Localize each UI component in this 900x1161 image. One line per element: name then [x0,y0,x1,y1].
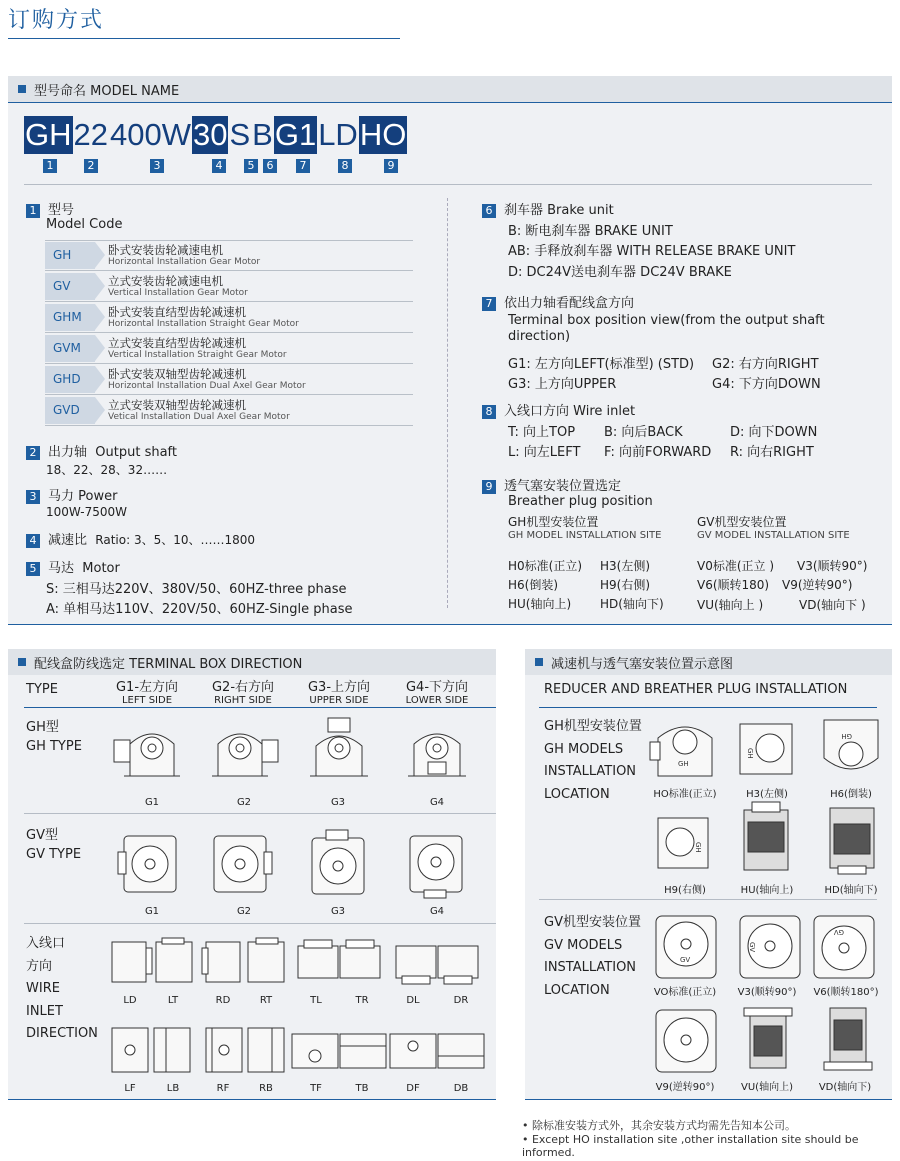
svg-text:GV: GV [680,956,691,964]
svg-text:GH: GH [746,748,754,759]
column-divider [447,198,448,608]
col-g2: G2-右方向 RIGHT SIDE [211,680,275,706]
model-code-row: GVM 立式安装直结型齿轮减速机 Vertical Installation Straight Gear Motor [45,334,413,364]
sec9-title: 9 透气塞安装位置选定 [482,475,621,494]
gh-type-en: GH TYPE [26,739,82,754]
sec9-gv-cn: GV机型安装位置 [697,515,787,529]
gh-cap: G3 [330,797,346,808]
wire-inlet-option: F: 向前FORWARD [604,445,712,460]
note-cn: • 除标准安装方式外，其余安装方式均需先告知本公司。 [522,1119,796,1132]
gv-vd-diagram [820,1002,876,1076]
sec9-gh-en: GH MODEL INSTALLATION SITE [508,530,662,541]
wire-inlet-row2-diagrams [108,1024,488,1076]
sec5-title: 5 马达 Motor [26,557,120,576]
gh-ho-diagram [650,716,720,780]
code-seg-1: GH [25,117,72,152]
gv-breather-cap: V6(顺转180°) [813,987,879,998]
gv-breather-cap: V9(逆转90°) [655,1082,715,1093]
sec1-title-en: Model Code [46,217,123,232]
gh-breather-cap: HD(轴向下) [824,885,878,896]
wire-cap: LD [123,995,137,1006]
breather-option: V3(顺转90°) [797,559,868,573]
gv-g4-diagram [404,832,470,902]
wire-inlet-option: R: 向右RIGHT [730,445,814,460]
header-rule [8,102,892,103]
gh-h9-diagram [652,808,718,876]
wire-inlet-option: T: 向上TOP [508,425,576,440]
breather-option: HU(轴向上) [508,597,572,611]
sec7-g3: G3: 上方向UPPER [508,377,617,392]
breather-option: V9(逆转90°) [782,578,853,592]
col-g1: G1-左方向 LEFT SIDE [115,680,179,706]
index-7: 7 [296,159,310,173]
gv-cap: G2 [236,906,252,917]
breather-option: VD(轴向下 ) [799,598,866,612]
gh-g4-diagram [404,720,476,788]
gh-breather-cap: H9(右侧) [664,885,706,896]
gv-breather-cap: VO标准(正立) [653,987,717,998]
code-seg-3: 400W [109,117,191,152]
code-seg-4: 30 [192,117,228,152]
sec9-gh-cn: GH机型安装位置 [508,515,599,529]
model-name-header: 型号命名 MODEL NAME [8,76,892,102]
sec2-title: 2 出力轴 Output shaft [26,441,177,460]
sec6-title: 6 刹车器 Brake unit [482,199,614,218]
note-en: • Except HO installation site ,other installation site should be informed. [522,1133,859,1159]
gv-g1-diagram [116,832,182,898]
sec5-line2: A: 单相马达110V、220V/50、60HZ-Single phase [46,602,353,617]
gh-models-label: GH机型安装位置 GH MODELS INSTALLATION LOCATION [544,719,642,802]
gh-breather-cap: HO标准(正立) [653,789,717,800]
code-seg-5: S [229,117,251,152]
page-title: 订购方式 [8,8,105,33]
wire-inlet-label: 入线口 方向 WIRE INLET DIRECTION [26,936,98,1041]
sec7-g4: G4: 下方向DOWN [712,377,821,392]
terminal-header: 配线盒防线选定 TERMINAL BOX DIRECTION [8,649,496,675]
wire-cap: RF [216,1083,230,1094]
wire-cap: TB [355,1083,369,1094]
wire-cap: DR [453,995,469,1006]
wire-inlet-row1-diagrams [108,938,488,986]
model-code-row: GH 卧式安装齿轮减速电机 Horizontal Installation Gear Motor [45,241,413,271]
sec6-line: D: DC24V送电刹车器 DC24V BRAKE [508,265,732,280]
gh-hd-diagram [824,802,880,876]
gh-breather-cap: H6(倒装) [830,789,872,800]
sec3-title: 3 马力 Power [26,485,117,504]
sec8-title: 8 入线口方向 Wire inlet [482,400,635,419]
code-seg-8: LD [318,117,358,152]
breather-subtitle: REDUCER AND BREATHER PLUG INSTALLATION [544,682,848,697]
gv-vo-diagram [652,910,720,982]
gv-type-en: GV TYPE [26,847,82,862]
type-label: TYPE [26,682,58,697]
breather-option: HD(轴向下) [600,597,664,611]
wire-inlet-option: B: 向后BACK [604,425,683,440]
wire-cap: RT [259,995,273,1006]
breather-option: H9(右侧) [600,578,651,592]
wire-cap: LF [124,1083,136,1094]
svg-text:GH: GH [678,760,689,768]
sec6-line: AB: 手释放刹车器 WITH RELEASE BRAKE UNIT [508,244,796,259]
gv-breather-cap: VU(轴向上) [741,1082,793,1093]
gh-breather-cap: HU(轴向上) [740,885,794,896]
wire-cap: DL [406,995,420,1006]
col-g4: G4-下方向 LOWER SIDE [405,680,469,706]
gh-hu-diagram [738,802,794,876]
model-code-row: GV 立式安装齿轮减速电机 Vertical Installation Gear Motor [45,272,413,302]
wire-cap: TL [310,995,322,1006]
gh-h6-diagram [818,714,884,780]
index-1: 1 [43,159,57,173]
sec9-gv-en: GV MODEL INSTALLATION SITE [697,530,850,541]
wire-inlet-option: D: 向下DOWN [730,425,818,440]
gv-v3-diagram [736,910,802,982]
divider [24,184,872,185]
gh-g2-diagram [208,720,280,784]
model-code-row: GHM 卧式安装直结型齿轮减速机 Horizontal Installation Straight Gear Motor [45,303,413,333]
gv-v9-diagram [652,1004,720,1076]
sec4-title: 4 减速比 Ratio: 3、5、10、……1800 [26,529,255,548]
wire-cap: RD [215,995,231,1006]
gh-g3-diagram [304,716,376,784]
wire-cap: TR [355,995,369,1006]
index-3: 3 [150,159,164,173]
code-seg-9: HO [359,117,407,152]
col-g3: G3-上方向 UPPER SIDE [307,680,371,706]
gh-g1-diagram [112,720,184,784]
gv-cap: G3 [330,906,346,917]
sec5-line1: S: 三相马达220V、380V/50、60HZ-three phase [46,582,347,597]
wire-cap: TF [310,1083,322,1094]
index-6: 6 [263,159,277,173]
svg-text:GH: GH [841,732,852,740]
model-code-row: GVD 立式安装双轴型齿轮减速机 Vetical Installation Dual Axel Gear Motor [45,396,413,426]
gh-cap: G1 [144,797,160,808]
gv-v6-diagram [810,910,876,982]
breather-header: 减速机与透气塞安装位置示意图 [525,649,892,675]
wire-cap: LT [167,995,179,1006]
sec7-desc: Terminal box position view(from the output shaft direction) [508,313,825,344]
gv-g3-diagram [306,828,372,898]
breather-option: V6(顺转180) [697,578,770,592]
gv-models-label: GV机型安装位置 GV MODELS INSTALLATION LOCATION [544,915,641,998]
index-2: 2 [84,159,98,173]
gv-breather-cap: VD(轴向下) [818,1082,872,1093]
code-seg-7: G1 [274,117,317,152]
gv-type-cn: GV型 [26,828,58,843]
index-5: 5 [244,159,258,173]
gh-cap: G4 [429,797,445,808]
gv-cap: G1 [144,906,160,917]
gh-h3-diagram [736,714,798,780]
gh-cap: G2 [236,797,252,808]
wire-cap: DF [406,1083,420,1094]
sec1-title: 1 型号 [26,199,74,218]
svg-text:GH: GH [694,842,702,853]
breather-option: V0标准(正立 ) [697,559,775,573]
wire-cap: DB [453,1083,469,1094]
svg-text:GV: GV [748,942,756,953]
index-4: 4 [212,159,226,173]
breather-option: VU(轴向上 ) [697,598,764,612]
sec3-value: 100W-7500W [46,505,128,519]
wire-cap: RB [259,1083,273,1094]
breather-option: H3(左侧) [600,559,651,573]
index-8: 8 [338,159,352,173]
index-9: 9 [384,159,398,173]
sec7-title: 7 依出力轴看配线盒方向 [482,292,634,311]
gh-type-cn: GH型 [26,720,59,735]
code-seg-6: B [252,117,273,152]
gv-breather-cap: V3(顺转90°) [737,987,797,998]
code-seg-2: 22 [73,117,108,152]
wire-inlet-option: L: 向左LEFT [508,445,581,460]
sec9-title-en: Breather plug position [508,494,653,509]
breather-option: H0标准(正立) [508,559,583,573]
sec7-g2: G2: 右方向RIGHT [712,357,819,372]
breather-option: H6(倒装) [508,578,559,592]
sec7-g1: G1: 左方向LEFT(标准型) (STD) [508,357,695,372]
gh-breather-cap: H3(左侧) [746,789,788,800]
title-divider [8,38,400,39]
sec6-line: B: 断电刹车器 BRAKE UNIT [508,224,673,239]
sec2-value: 18、22、28、32…… [46,463,168,477]
gv-g2-diagram [210,832,276,898]
model-code-row: GHD 卧式安装双轴型齿轮减速机 Horizontal Installation Dual Axel Gear Motor [45,365,413,395]
gv-vu-diagram [740,1002,796,1076]
svg-text:GV: GV [833,928,844,936]
gv-cap: G4 [429,906,445,917]
model-code-display [24,116,407,154]
wire-cap: LB [166,1083,180,1094]
